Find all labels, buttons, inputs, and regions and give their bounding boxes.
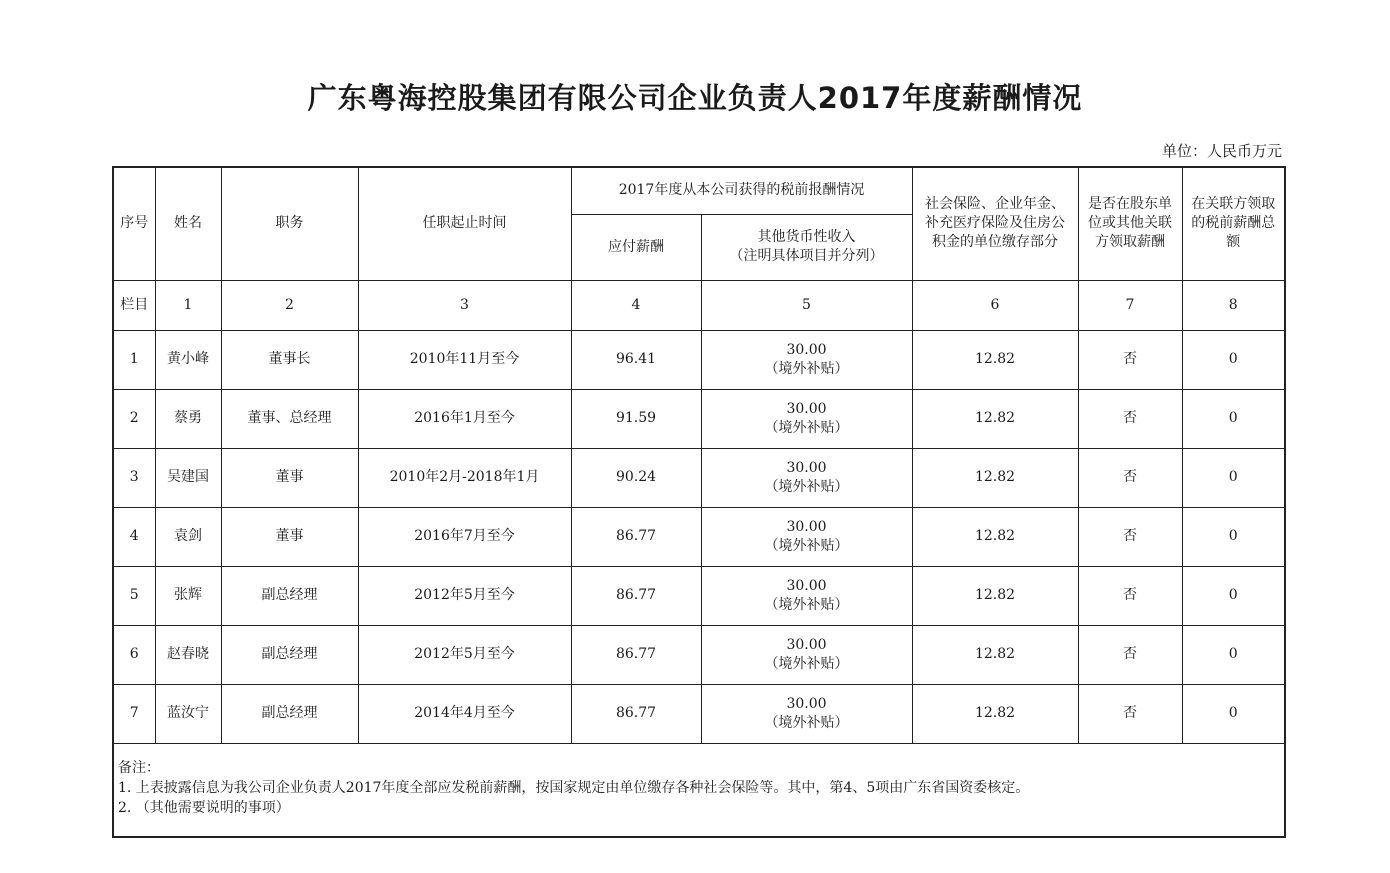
cell-other-income (701, 448, 912, 507)
cell-salary: 86.77 (571, 507, 701, 566)
cell-term: 2012年5月至今 (358, 625, 571, 684)
cell-other-income (701, 684, 912, 743)
header-seq: 序号 (113, 167, 155, 280)
cell-name: 黄小峰 (155, 330, 221, 389)
header-other-income (701, 214, 912, 280)
cell-term: 2010年11月至今 (358, 330, 571, 389)
cell-shareholder: 否 (1078, 389, 1182, 448)
cell-social: 12.82 (912, 684, 1078, 743)
cell-salary: 86.77 (571, 684, 701, 743)
column-index-cell: 5 (701, 280, 912, 330)
cell-seq: 2 (113, 389, 155, 448)
column-index-cell: 4 (571, 280, 701, 330)
other-income-note: （境外补贴） (764, 419, 849, 436)
cell-shareholder: 否 (1078, 330, 1182, 389)
header-other-income-line1: 其他货币性收入 (757, 229, 856, 245)
cell-name: 蓝汝宁 (155, 684, 221, 743)
cell-term: 2016年7月至今 (358, 507, 571, 566)
notes-cell (113, 743, 1285, 837)
cell-other-income (701, 625, 912, 684)
cell-shareholder: 否 (1078, 507, 1182, 566)
cell-related: 0 (1182, 448, 1285, 507)
cell-related: 0 (1182, 684, 1285, 743)
cell-other-income (701, 507, 912, 566)
table-row (113, 566, 1285, 625)
other-income-amount: 30.00 (786, 341, 827, 358)
header-related-party-pay: 在关联方领取的税前薪酬总额 (1182, 167, 1285, 280)
table-row (113, 389, 1285, 448)
table-row (113, 507, 1285, 566)
cell-social: 12.82 (912, 330, 1078, 389)
notes-line-2: 2. （其他需要说明的事项） (118, 799, 290, 816)
cell-term: 2010年2月-2018年1月 (358, 448, 571, 507)
other-income-note: （境外补贴） (764, 360, 849, 377)
cell-other-income (701, 330, 912, 389)
cell-social: 12.82 (912, 507, 1078, 566)
header-term: 任职起止时间 (358, 167, 571, 280)
header-name: 姓名 (155, 167, 221, 280)
cell-name: 蔡勇 (155, 389, 221, 448)
other-income-amount: 30.00 (786, 400, 827, 417)
column-index-cell: 2 (221, 280, 358, 330)
cell-seq: 6 (113, 625, 155, 684)
cell-term: 2014年4月至今 (358, 684, 571, 743)
other-income-note: （境外补贴） (764, 596, 849, 613)
cell-other-income (701, 389, 912, 448)
notes-line-1: 1. 上表披露信息为我公司企业负责人2017年度全部应发税前薪酬，按国家规定由单位缴存各种社会保险等。其中，第4、5项由广东省国资委核定。 (118, 779, 1030, 796)
notes-row (113, 743, 1285, 837)
cell-seq: 5 (113, 566, 155, 625)
other-income-note: （境外补贴） (764, 537, 849, 554)
cell-related: 0 (1182, 330, 1285, 389)
column-index-label: 栏目 (113, 280, 155, 330)
cell-social: 12.82 (912, 566, 1078, 625)
currency-unit: 单位：人民币万元 (1161, 142, 1282, 160)
cell-name: 吴建国 (155, 448, 221, 507)
document-title: 广东粤海控股集团有限公司企业负责人2017年度薪酬情况 (307, 81, 1083, 115)
cell-seq: 7 (113, 684, 155, 743)
cell-position: 董事 (221, 448, 358, 507)
column-index-cell: 1 (155, 280, 221, 330)
other-income-amount: 30.00 (786, 459, 827, 476)
other-income-amount: 30.00 (786, 518, 827, 535)
cell-term: 2016年1月至今 (358, 389, 571, 448)
header-payable-salary: 应付薪酬 (571, 214, 701, 280)
cell-position: 董事、总经理 (221, 389, 358, 448)
notes-heading: 备注： (118, 759, 160, 776)
cell-term: 2012年5月至今 (358, 566, 571, 625)
other-income-note: （境外补贴） (764, 714, 849, 731)
other-income-amount: 30.00 (786, 577, 827, 594)
cell-related: 0 (1182, 389, 1285, 448)
header-paid-by-shareholder: 是否在股东单位或其他关联方领取薪酬 (1078, 167, 1182, 280)
cell-social: 12.82 (912, 448, 1078, 507)
cell-social: 12.82 (912, 625, 1078, 684)
column-index-cell: 8 (1182, 280, 1285, 330)
cell-salary: 90.24 (571, 448, 701, 507)
cell-related: 0 (1182, 507, 1285, 566)
cell-related: 0 (1182, 625, 1285, 684)
other-income-note: （境外补贴） (764, 478, 849, 495)
header-other-income-line2: （注明具体项目并分列） (729, 248, 884, 264)
cell-salary: 96.41 (571, 330, 701, 389)
cell-social: 12.82 (912, 389, 1078, 448)
column-index-cell: 6 (912, 280, 1078, 330)
cell-name: 袁剑 (155, 507, 221, 566)
cell-seq: 3 (113, 448, 155, 507)
cell-position: 副总经理 (221, 625, 358, 684)
table-row (113, 330, 1285, 389)
cell-salary: 91.59 (571, 389, 701, 448)
cell-related: 0 (1182, 566, 1285, 625)
cell-shareholder: 否 (1078, 448, 1182, 507)
other-income-amount: 30.00 (786, 695, 827, 712)
cell-position: 董事 (221, 507, 358, 566)
table-row (113, 448, 1285, 507)
column-index-cell: 3 (358, 280, 571, 330)
column-index-row (113, 280, 1285, 330)
table-row (113, 625, 1285, 684)
cell-position: 副总经理 (221, 684, 358, 743)
column-index-cell: 7 (1078, 280, 1182, 330)
other-income-amount: 30.00 (786, 636, 827, 653)
cell-other-income (701, 566, 912, 625)
cell-shareholder: 否 (1078, 684, 1182, 743)
cell-seq: 1 (113, 330, 155, 389)
cell-shareholder: 否 (1078, 566, 1182, 625)
table-row (113, 684, 1285, 743)
header-position: 职务 (221, 167, 358, 280)
cell-seq: 4 (113, 507, 155, 566)
cell-shareholder: 否 (1078, 625, 1182, 684)
header-pay-group: 2017年度从本公司获得的税前报酬情况 (571, 167, 912, 214)
header-social-insurance: 社会保险、企业年金、补充医疗保险及住房公积金的单位缴存部分 (912, 167, 1078, 280)
cell-name: 赵春晓 (155, 625, 221, 684)
cell-salary: 86.77 (571, 566, 701, 625)
cell-name: 张辉 (155, 566, 221, 625)
cell-position: 董事长 (221, 330, 358, 389)
cell-salary: 86.77 (571, 625, 701, 684)
compensation-table (112, 166, 1286, 838)
cell-position: 副总经理 (221, 566, 358, 625)
other-income-note: （境外补贴） (764, 655, 849, 672)
